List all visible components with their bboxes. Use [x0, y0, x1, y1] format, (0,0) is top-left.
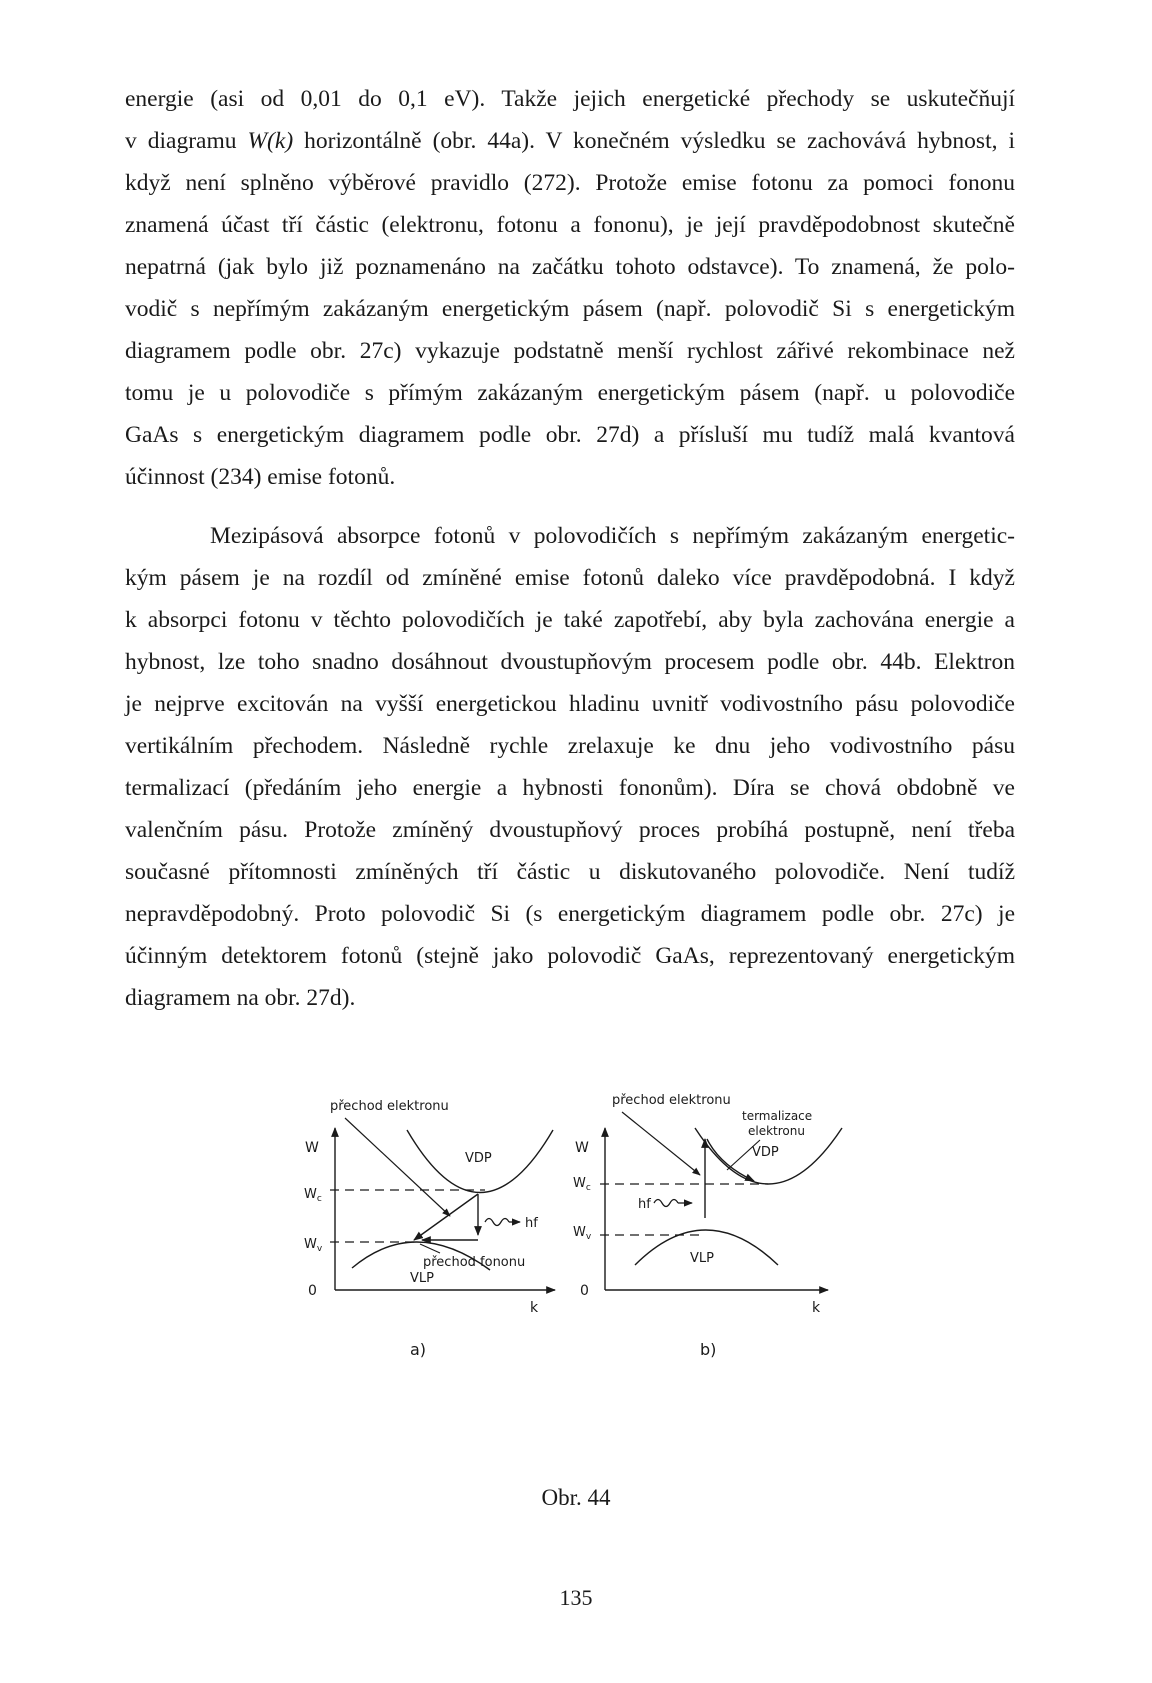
text-line: Mezipásová absorpce fotonů v polovodičích s nepřímým zakázaným energetic-	[210, 523, 1015, 549]
variable-wk: W(k)	[247, 128, 294, 154]
zero-label: 0	[308, 1283, 317, 1299]
electron-transition-arrow	[414, 1194, 478, 1240]
text-line: k absorpci fotonu v těchto polovodičích je také zapotřebí, aby byla zachována energie a	[125, 607, 1015, 633]
figure-44	[290, 1090, 910, 1420]
panel-a-label: a)	[410, 1340, 427, 1359]
text-line: když není splněno výběrové pravidlo (272). Protože emise fotonu za pomoci fononu	[125, 170, 1015, 196]
text-line: účinnost (234) emise fotonů.	[125, 464, 396, 490]
text-line: energie (asi od 0,01 do 0,1 eV). Takže jejich energetické přechody se uskutečňují	[125, 86, 1015, 112]
text-line: vodič s nepřímým zakázaným energetickým pásem (např. polovodič Si s energetickým	[125, 296, 1015, 322]
electron-transition-label: přechod elektronu	[330, 1099, 449, 1114]
paragraph-1	[125, 78, 1015, 498]
page-number: 135	[559, 1585, 593, 1610]
text-line: termalizací (předáním jeho energie a hybnosti fononům). Díra se chová obdobně ve	[125, 775, 1015, 801]
text-line: valenčním pásu. Protože zmíněný dvoustupňový proces probíhá postupně, není třeba	[125, 817, 1015, 843]
text-line: vertikálním přechodem. Následně rychle zrelaxuje ke dnu jeho vodivostního pásu	[125, 733, 1015, 759]
text-line: hybnost, lze toho snadno dosáhnout dvoustupňovým procesem podle obr. 44b. Elektron	[125, 649, 1015, 675]
thermalization-curve	[707, 1139, 754, 1181]
text-line: diagramem na obr. 27d).	[125, 985, 356, 1011]
paragraph-2	[125, 515, 1015, 1019]
vdp-label: VDP	[465, 1151, 492, 1166]
wv-label: $W_v$	[304, 1237, 323, 1254]
vlp-label: VLP	[690, 1251, 714, 1266]
hf-label: hf	[638, 1197, 651, 1212]
photon-wave-icon	[654, 1200, 678, 1207]
text-line: nepatrná (jak bylo již poznamenáno na začátku tohoto odstavce). To znamená, že polo-	[125, 254, 1015, 280]
k-axis-label: k	[812, 1300, 821, 1316]
k-axis-label: k	[530, 1300, 539, 1316]
hf-label: hf	[525, 1216, 538, 1231]
electron-transition-pointer	[622, 1112, 700, 1175]
w-axis-label: W	[575, 1140, 589, 1156]
text-line: účinným detektorem fotonů (stejně jako polovodič GaAs, reprezentovaný energetickým	[125, 943, 1015, 969]
thermalization-label-1: termalizace	[742, 1109, 813, 1123]
diagram-b	[573, 1093, 842, 1359]
vlp-label: VLP	[410, 1271, 434, 1286]
text-line: tomu je u polovodiče s přímým zakázaným energetickým pásem (např. u polovodiče	[125, 380, 1015, 406]
w-axis-label: W	[305, 1140, 319, 1156]
phonon-transition-pointer	[420, 1244, 440, 1253]
zero-label: 0	[580, 1283, 589, 1299]
text-line: GaAs s energetickým diagramem podle obr. 27d) a přísluší mu tudíž malá kvantová	[125, 422, 1015, 448]
text-line: znamená účast tří částic (elektronu, fotonu a fononu), je její pravděpodobnost skutečně	[125, 212, 1015, 238]
text-line: nepravděpodobný. Proto polovodič Si (s energetickým diagramem podle obr. 27c) je	[125, 901, 1015, 927]
text-line: kým pásem je na rozdíl od zmíněné emise fotonů daleko více pravděpodobná. I když	[125, 565, 1015, 591]
text-line: současné přítomnosti zmíněných tří částic u diskutovaného polovodiče. Není tudíž	[125, 859, 1015, 885]
panel-b-label: b)	[700, 1340, 717, 1359]
text-line: je nejprve excitován na vyšší energetickou hladinu uvnitř vodivostního pásu polovodiče	[125, 691, 1015, 717]
text-line: diagramem podle obr. 27c) vykazuje podstatně menší rychlost zářivé rekombinace než	[125, 338, 1015, 364]
text-line: v diagramu W(k) horizontálně (obr. 44a). V konečném výsledku se zachovává hybnost, i	[125, 128, 1015, 154]
wv-label: $W_v$	[573, 1225, 592, 1242]
phonon-transition-label: přechod fononu	[423, 1255, 526, 1270]
figure-caption: Obr. 44	[541, 1485, 611, 1510]
wc-label: $W_c$	[573, 1176, 591, 1193]
diagram-a	[304, 1099, 555, 1359]
band-diagrams	[290, 1090, 910, 1420]
vdp-label: VDP	[752, 1145, 779, 1160]
thermalization-label-2: elektronu	[748, 1124, 805, 1138]
wc-label: $W_c$	[304, 1187, 322, 1204]
photon-wave-icon	[485, 1219, 509, 1226]
electron-transition-label: přechod elektronu	[612, 1093, 731, 1108]
